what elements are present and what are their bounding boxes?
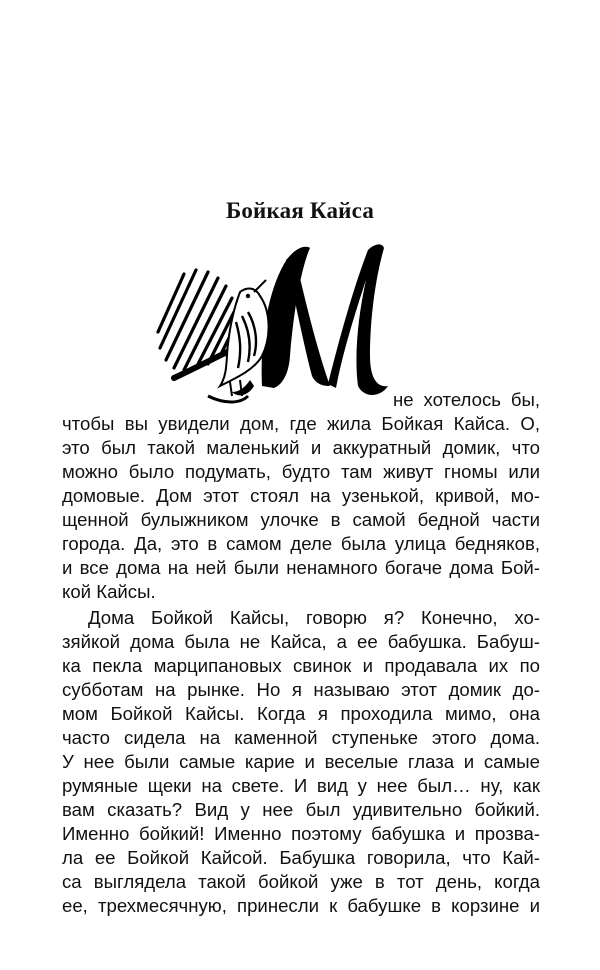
text-line-1: не хотелось бы, (393, 389, 540, 410)
text-line-15: часто сидела на каменной ступеньке этого дома. (62, 727, 540, 748)
text-line-18: вам сказать? Вид у нее был удивительно бойкий. (62, 799, 540, 820)
text-line-10: Дома Бойкой Кайсы, говорю я? Конечно, хо- (88, 607, 540, 628)
text-line-5: домовые. Дом этот стоял на узенькой, кривой, мо- (62, 485, 540, 506)
text-line-3: это был такой маленький и аккуратный домик, что (62, 437, 540, 458)
text-line-2: чтобы вы увидели дом, где жила Бойкая Кайса. О, (62, 413, 540, 434)
text-line-13: субботам на рынке. Но я называю этот домик до- (62, 679, 540, 700)
text-line-6: щенной булыжником улочке в самой бедной части (62, 509, 540, 530)
text-line-4: можно было подумать, будто там живут гномы или (62, 461, 540, 482)
text-line-16: У нее были самые карие и веселые глаза и самые (62, 751, 540, 772)
drop-cap-ornament (144, 236, 390, 416)
text-line-11: зяйкой дома была не Кайса, а ее бабушка. Бабуш- (62, 631, 540, 652)
text-line-12: ка пекла марципановых свинок и продавала их по (62, 655, 540, 676)
text-line-19: Именно бойкий! Именно поэтому бабушка и прозва- (62, 823, 540, 844)
text-line-22: ее, трехмесячную, принесли к бабушке в корзине и (62, 895, 540, 916)
text-line-17: румяные щеки на свете. И вид у нее был… ну, как (62, 775, 540, 796)
text-line-9: кой Кайсы. (62, 581, 156, 602)
text-line-21: са выглядела такой бойкой уже в тот день, когда (62, 871, 540, 892)
text-line-20: ла ее Бойкой Кайсой. Бабушка говорила, что Кай- (62, 847, 540, 868)
text-line-14: мом Бойкой Кайсы. Когда я проходила мимо, она (62, 703, 540, 724)
chapter-title: Бойкая Кайса (225, 198, 375, 223)
text-line-8: и все дома на ней были ненамного богаче дома Бой- (62, 557, 540, 578)
text-line-7: города. Да, это в самом деле была улица бедняков, (62, 533, 540, 554)
